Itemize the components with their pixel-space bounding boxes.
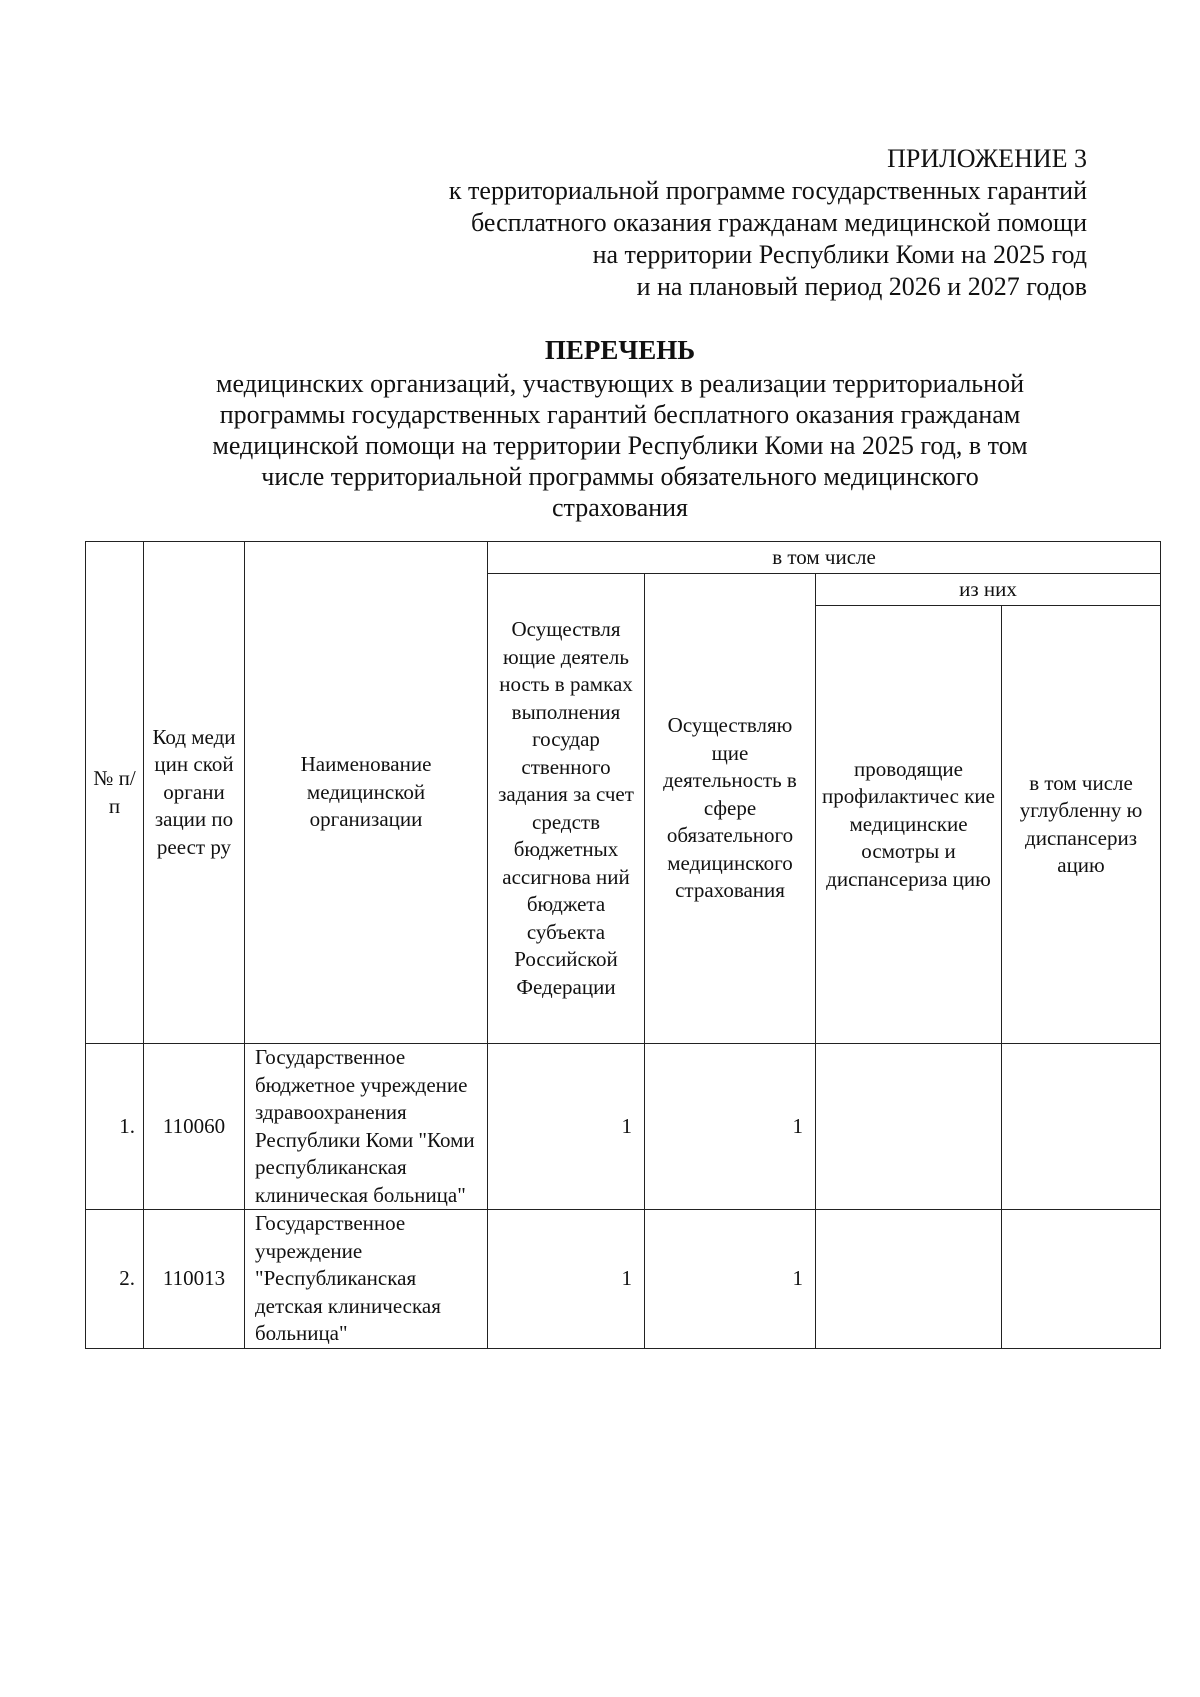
- subtitle-line: медицинских организаций, участвующих в реализации территориальной: [216, 369, 1024, 398]
- row-prof: [816, 1044, 1002, 1210]
- subtitle-line: страхования: [551, 493, 689, 522]
- row-budget: 1: [488, 1044, 645, 1210]
- subtitle-line: медицинской помощи на территории Республики Коми на 2025 год, в том: [212, 431, 1028, 460]
- header-name: Наименование медицинской организации: [245, 542, 488, 1044]
- document-title: ПЕРЕЧЕНЬ: [544, 335, 696, 365]
- document-subtitle: [170, 368, 1070, 523]
- table-row: [86, 1210, 1161, 1349]
- row-deep: [1002, 1044, 1161, 1210]
- header-row-1: [86, 542, 1161, 574]
- annex-line: к территориальной программе государственных гарантий: [448, 176, 1087, 205]
- header-prof: проводящие профилактичес кие медицинские осмотры и диспансериза цию: [816, 606, 1002, 1044]
- header-of-them: из них: [816, 574, 1161, 606]
- row-oms: 1: [645, 1210, 816, 1349]
- subtitle-line: программы государственных гарантий бесплатного оказания гражданам: [219, 400, 1021, 429]
- table-row: [86, 1044, 1161, 1210]
- subtitle-line: числе территориальной программы обязательного медицинского: [261, 462, 979, 491]
- header-deep: в том числе углубленну ю диспансериз ацию: [1002, 606, 1161, 1044]
- row-oms: 1: [645, 1044, 816, 1210]
- row-num: 2.: [86, 1210, 144, 1349]
- header-budget: Осуществля ющие деятель ность в рамках выполнения государ ственного задания за счет средств бюджетных ассигнова ний бюджета субъекта Российской Федерации: [488, 574, 645, 1044]
- organizations-table: [85, 541, 1161, 1349]
- row-code: 110013: [144, 1210, 245, 1349]
- annex-line: на территории Республики Коми на 2025 год: [592, 240, 1087, 269]
- row-prof: [816, 1210, 1002, 1349]
- annex-line: и на плановый период 2026 и 2027 годов: [636, 272, 1087, 301]
- header-num: № п/п: [86, 542, 144, 1044]
- annex-line: бесплатного оказания гражданам медицинской помощи: [471, 208, 1087, 237]
- row-code: 110060: [144, 1044, 245, 1210]
- annex-block: [327, 143, 1087, 303]
- annex-title: ПРИЛОЖЕНИЕ 3: [887, 144, 1087, 173]
- row-num: 1.: [86, 1044, 144, 1210]
- header-including: в том числе: [488, 542, 1161, 574]
- header-code: Код меди цин ской органи зации по реест ру: [144, 542, 245, 1044]
- header-oms: Осуществляю щие деятельность в сфере обязательного медицинского страхования: [645, 574, 816, 1044]
- row-name: Государственное учреждение "Республиканская детская клиническая больница": [245, 1210, 488, 1349]
- row-deep: [1002, 1210, 1161, 1349]
- row-budget: 1: [488, 1210, 645, 1349]
- row-name: Государственное бюджетное учреждение здравоохранения Республики Коми "Коми республиканская клиническая больница": [245, 1044, 488, 1210]
